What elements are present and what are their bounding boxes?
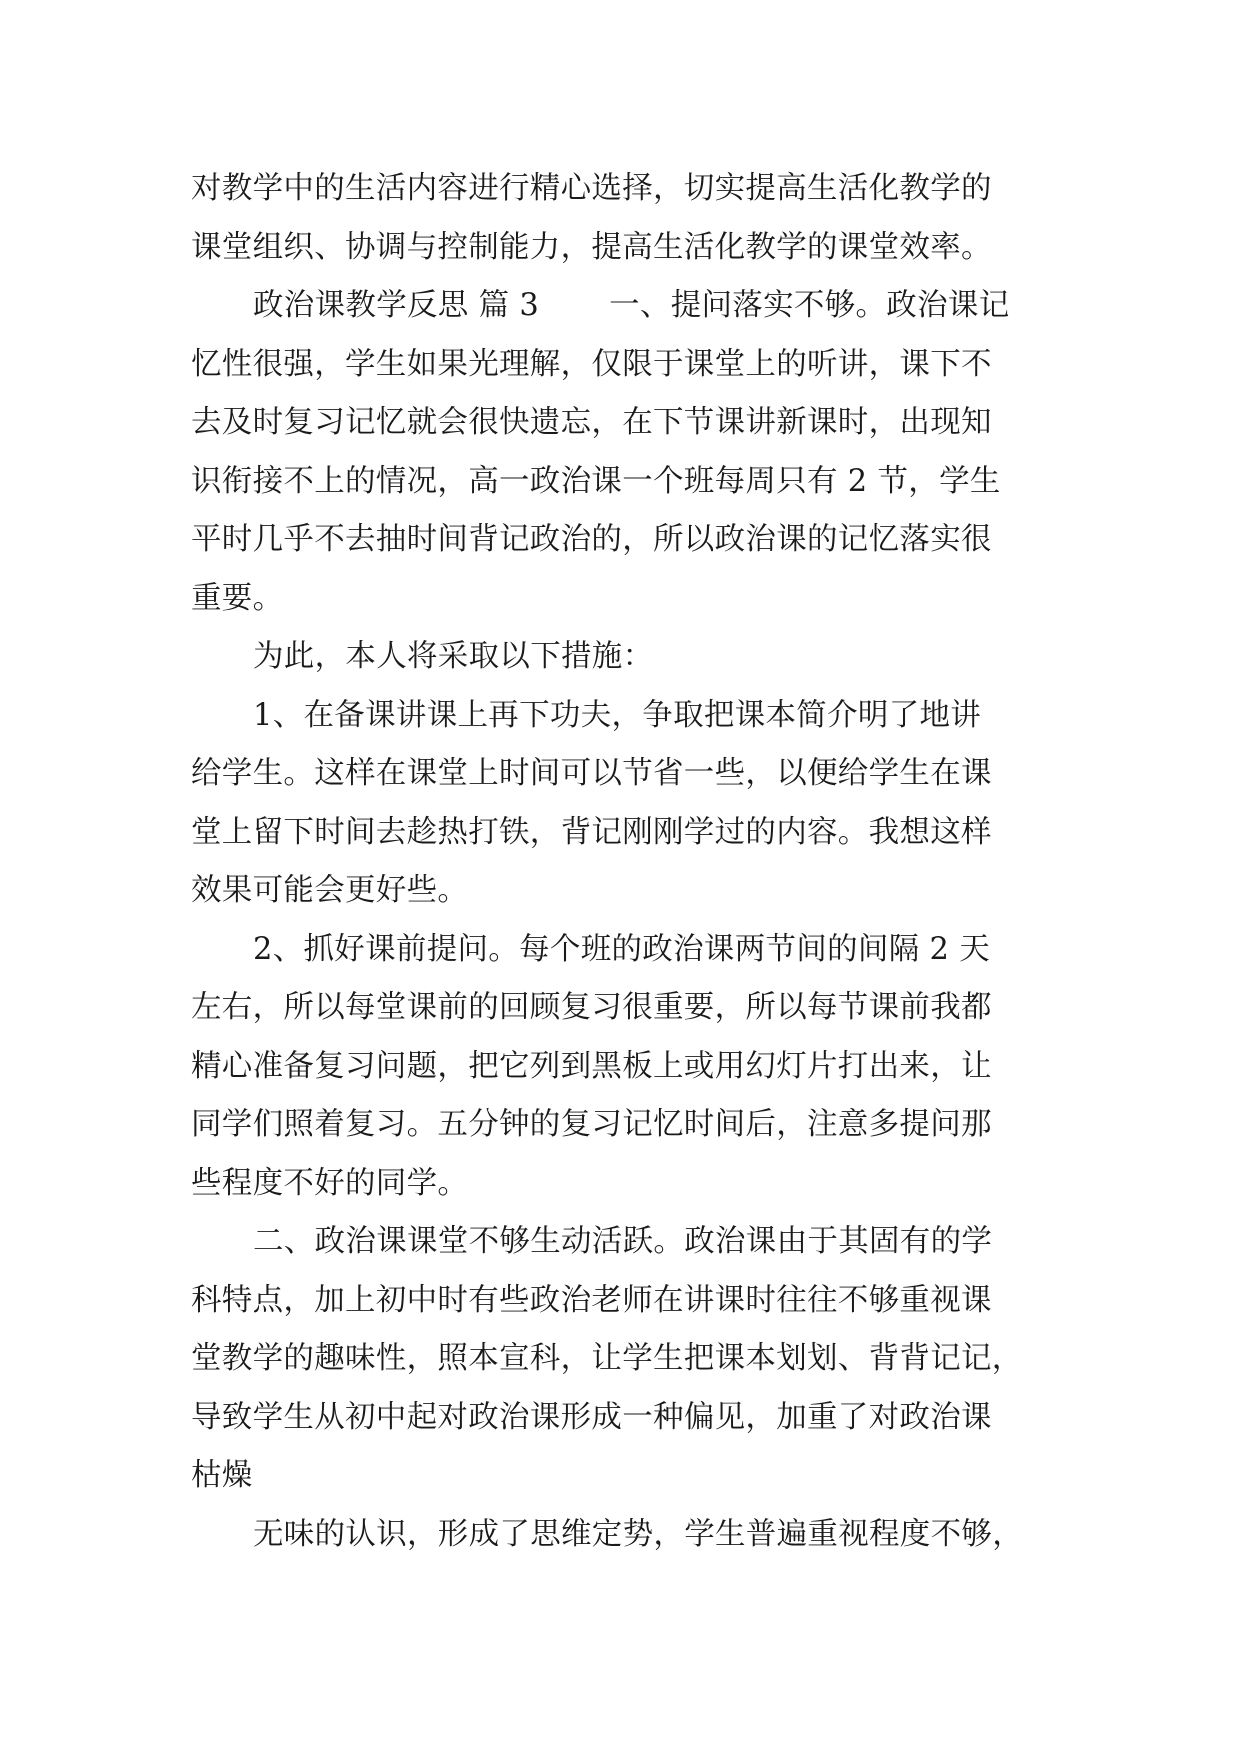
- text-line: 堂教学的趣味性，照本宣科，让学生把课本划划、背背记记，: [191, 1341, 1023, 1376]
- document-body: [191, 160, 1061, 1564]
- text-line: 重要。: [191, 580, 284, 616]
- text-line: 些程度不好的同学。: [191, 1165, 469, 1201]
- text-line: 堂上留下时间去趁热打铁，背记刚刚学过的内容。我想这样: [191, 814, 992, 850]
- text-line: 给学生。这样在课堂上时间可以节省一些，以便给学生在课: [191, 756, 992, 791]
- text-line: 同学们照着复习。五分钟的复习记忆时间后，注意多提问那: [191, 1107, 992, 1142]
- text-line: 无味的认识，形成了思维定势，学生普遍重视程度不够，: [253, 1516, 1023, 1552]
- text-line: 科特点，加上初中时有些政治老师在讲课时往往不够重视课: [191, 1282, 992, 1318]
- text-line: 左右，所以每堂课前的回顾复习很重要，所以每节课前我都: [191, 990, 992, 1025]
- text-line: 效果可能会更好些。: [191, 873, 469, 908]
- text-line: 导致学生从初中起对政治课形成一种偏见，加重了对政治课: [191, 1399, 992, 1435]
- text-line: 去及时复习记忆就会很快遗忘，在下节课讲新课时，出现知: [191, 405, 992, 440]
- text-line: 识衔接不上的情况，高一政治课一个班每周只有 2 节，学生: [191, 463, 1001, 499]
- section-heading: 政治课教学反思 篇 3: [253, 288, 540, 323]
- text-line: 一、提问落实不够。政治课记: [609, 288, 1010, 323]
- text-line: 平时几乎不去抽时间背记政治的，所以政治课的记忆落实很: [191, 522, 992, 557]
- text-line: 枯燥: [191, 1458, 253, 1493]
- text-line: 课堂组织、协调与控制能力，提高生活化教学的课堂效率。: [191, 229, 992, 265]
- text-line: 对教学中的生活内容进行精心选择，切实提高生活化教学的: [191, 171, 992, 206]
- section-heading-line: [191, 277, 1061, 336]
- text-line: 为此，本人将采取以下措施：: [253, 639, 654, 674]
- text-line: 1、在备课讲课上再下功夫，争取把课本简介明了地讲: [253, 697, 982, 733]
- text-line: 精心准备复习问题，把它列到黑板上或用幻灯片打出来，让: [191, 1048, 992, 1084]
- text-line: 二、政治课课堂不够生动活跃。政治课由于其固有的学: [253, 1224, 993, 1259]
- text-line: 2、抓好课前提问。每个班的政治课两节间的间隔 2 天: [253, 931, 990, 967]
- text-line: 忆性很强，学生如果光理解，仅限于课堂上的听讲，课下不: [191, 346, 992, 382]
